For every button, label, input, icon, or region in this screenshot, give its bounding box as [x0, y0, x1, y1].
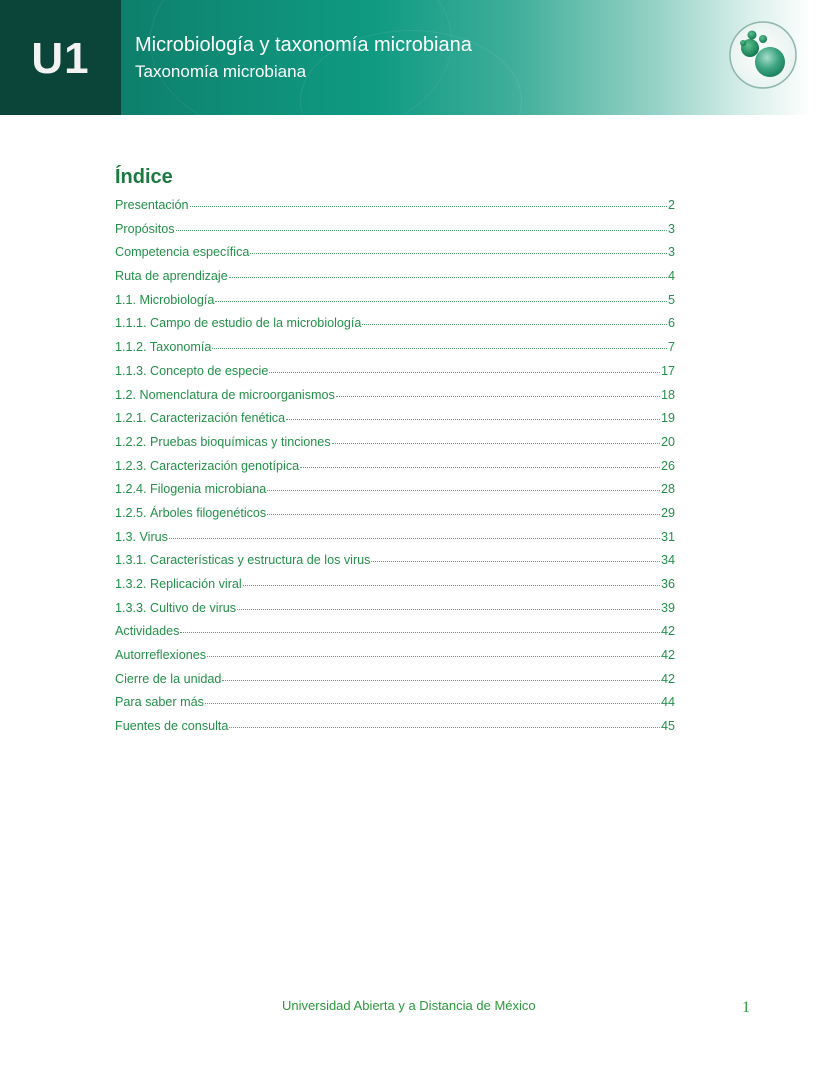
toc-entry-page: 42 [660, 671, 675, 686]
toc-entry-page: 34 [660, 553, 675, 568]
toc-entry[interactable] [115, 552, 675, 576]
document-header [0, 0, 828, 115]
dot-leader [371, 551, 660, 562]
toc-entry[interactable] [115, 647, 675, 671]
toc-entry-page: 5 [667, 292, 675, 307]
institution-name: Universidad Abierta y a Distancia de México [282, 998, 536, 1013]
toc-entry-page: 29 [660, 505, 675, 520]
toc-entry-label: 1.1. Microbiología [115, 292, 215, 307]
toc-entry[interactable] [115, 694, 675, 718]
dot-leader [267, 480, 660, 491]
toc-entry-label: Presentación [115, 198, 189, 212]
microorganism-logo-icon [728, 20, 798, 90]
unit-badge [0, 0, 121, 115]
toc-entry[interactable] [115, 505, 675, 529]
toc-entry-page: 39 [660, 600, 675, 615]
toc-entry-page: 26 [660, 458, 675, 473]
toc-entry-page: 4 [667, 269, 675, 284]
toc-entry-label: 1.1.2. Taxonomía [115, 340, 212, 355]
toc-entry-label: 1.2.2. Pruebas bioquímicas y tinciones [115, 434, 331, 449]
toc-entry-label: 1.3.1. Características y estructura de los virus [115, 553, 371, 568]
toc-entry[interactable] [115, 339, 675, 363]
toc-entry[interactable] [115, 458, 675, 482]
toc-entry-page: 6 [667, 316, 675, 331]
toc-entry[interactable] [115, 387, 675, 411]
toc-entry[interactable] [115, 363, 675, 387]
dot-leader [180, 622, 660, 633]
dot-leader [336, 386, 660, 397]
toc-entry[interactable] [115, 671, 675, 695]
dot-leader [169, 528, 660, 539]
dot-leader [215, 291, 667, 302]
toc-entry-page: 42 [660, 648, 675, 663]
toc-entry-label: 1.2.1. Caracterización fenética [115, 411, 286, 426]
toc-entry[interactable] [115, 576, 675, 600]
toc-heading: Índice [115, 166, 173, 188]
unit-label: U1 [31, 33, 90, 83]
toc-entry[interactable] [115, 197, 675, 221]
toc-entry-label: 1.2.5. Árboles filogenéticos [115, 505, 267, 520]
toc-entry-page: 19 [660, 411, 675, 426]
toc-entry-label: Propósitos [115, 221, 175, 236]
toc-entry[interactable] [115, 315, 675, 339]
dot-leader [250, 243, 667, 254]
toc-entry-label: 1.3.3. Cultivo de virus [115, 600, 237, 615]
toc-list [115, 197, 675, 742]
toc-entry-page: 44 [660, 695, 675, 710]
toc-entry[interactable] [115, 481, 675, 505]
toc-entry-label: Actividades [115, 624, 180, 639]
dot-leader [205, 693, 660, 704]
dot-leader [229, 717, 660, 728]
toc-entry-page: 7 [667, 340, 675, 355]
dot-leader [176, 220, 667, 231]
toc-entry-label: Ruta de aprendizaje [115, 269, 228, 284]
table-of-contents [115, 164, 675, 742]
toc-entry[interactable] [115, 600, 675, 624]
toc-entry-label: Cierre de la unidad [115, 671, 222, 686]
dot-leader [300, 457, 660, 468]
toc-entry-label: Para saber más [115, 695, 204, 710]
unit-subtitle: Taxonomía microbiana [135, 62, 307, 81]
toc-entry-label: 1.3.2. Replicación viral [115, 577, 242, 591]
toc-entry[interactable] [115, 244, 675, 268]
toc-entry-label: 1.2. Nomenclatura de microorganismos [115, 387, 335, 402]
toc-entry-page: 45 [660, 719, 675, 734]
toc-entry-page: 31 [660, 529, 675, 544]
dot-leader [243, 575, 660, 586]
toc-entry-label: 1.2.3. Caracterización genotípica [115, 458, 300, 473]
dot-leader [269, 362, 660, 373]
page-number: 1 [742, 999, 750, 1016]
toc-entry[interactable] [115, 529, 675, 553]
toc-entry-page: 2 [667, 198, 675, 212]
toc-entry[interactable] [115, 410, 675, 434]
toc-entry[interactable] [115, 292, 675, 316]
dot-leader [362, 314, 667, 325]
toc-entry-page: 42 [660, 624, 675, 639]
dot-leader [267, 504, 660, 515]
toc-entry-label: 1.1.3. Concepto de especie [115, 363, 269, 378]
course-title: Microbiología y taxonomía microbiana [135, 34, 472, 56]
toc-entry-page: 17 [660, 363, 675, 378]
toc-entry-page: 36 [660, 577, 675, 591]
dot-leader [222, 670, 660, 681]
dot-leader [212, 338, 667, 349]
toc-entry-label: 1.3. Virus [115, 529, 168, 544]
dot-leader [207, 646, 660, 657]
toc-entry-page: 3 [667, 221, 675, 236]
dot-leader [286, 409, 660, 420]
toc-entry-label: 1.2.4. Filogenia microbiana [115, 482, 267, 497]
toc-entry[interactable] [115, 268, 675, 292]
toc-entry[interactable] [115, 718, 675, 742]
toc-entry[interactable] [115, 434, 675, 458]
dot-leader [237, 599, 660, 610]
dot-leader [229, 267, 667, 278]
toc-entry-page: 18 [660, 387, 675, 402]
toc-entry-label: 1.1.1. Campo de estudio de la microbiología [115, 316, 362, 331]
toc-entry[interactable] [115, 623, 675, 647]
toc-entry-page: 28 [660, 482, 675, 497]
toc-entry-label: Competencia específica [115, 245, 250, 260]
dot-leader [190, 196, 667, 207]
toc-entry-page: 3 [667, 245, 675, 260]
toc-entry-page: 20 [660, 434, 675, 449]
toc-entry-label: Fuentes de consulta [115, 719, 229, 734]
toc-entry-label: Autorreflexiones [115, 648, 207, 663]
dot-leader [332, 433, 660, 444]
toc-entry[interactable] [115, 221, 675, 245]
